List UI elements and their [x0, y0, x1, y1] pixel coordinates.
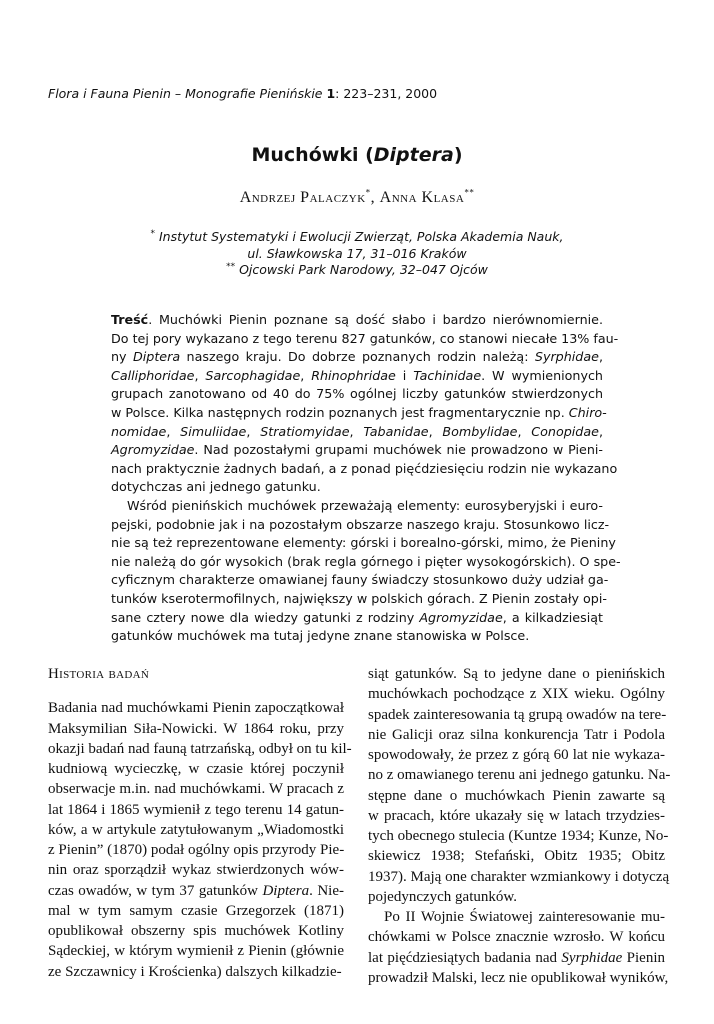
text-line: siąt gatunków. Są to jedyne dane o pienińskich — [368, 666, 665, 682]
abstract-line: Agromyzidae. Nad pozostałymi grupami muchówek nie prowadzono w Pieni- — [111, 442, 603, 458]
abstract-paragraph-2 — [111, 497, 621, 646]
journal-name: Flora i Fauna Pienin – Monografie Pienińskie — [48, 86, 323, 101]
abstract-line: sane cztery nowe dla wiedzy gatunki z rodziny Agromyzidae, a kilkadziesiąt — [111, 609, 603, 625]
text-line: Sądeckiej, w którym wymienił z Pienin (głównie — [48, 943, 344, 960]
text-line: ków, a w artykule zatytułowanym „Wiadomostki — [48, 821, 344, 838]
abstract-line: tunków kserotermofilnych, największy w polskich górach. Z Pienin zostały opi- — [111, 590, 607, 606]
affiliation-2 — [0, 262, 714, 279]
section-heading: Historia badań — [48, 666, 150, 682]
article-title — [0, 144, 714, 166]
text-line: spowodowały, że przez z górą 60 lat nie wykaza- — [368, 747, 665, 763]
page-range: : 223–231, 2000 — [335, 86, 438, 101]
abstract-line: ny Diptera naszego kraju. Do dobrze poznanych rodzin należą: Syrphidae, — [111, 349, 603, 365]
text-line: czas owadów, w tym 37 gatunków Diptera. Nie- — [48, 882, 344, 899]
left-column — [48, 664, 352, 982]
right-column-text — [368, 664, 671, 988]
abstract-paragraph-1 — [111, 311, 619, 497]
text-line: lat 1864 i 1865 wymienił z tego terenu 14 gatun- — [48, 801, 344, 818]
text-line: spadek zainteresowania tą grupą owadów na tere- — [368, 706, 667, 723]
abstract-line: Calliphoridae, Sarcophagidae, Rhinophridae i Tachinidae. W wymienionych — [111, 367, 603, 383]
affiliation-2-text: Ojcowski Park Narodowy, 32–047 Ojców — [235, 262, 488, 277]
text-line: Badania nad muchówkami Pienin zapoczątkował — [48, 700, 344, 717]
text-line: w pracach, które ukazały się w latach trzydzies- — [368, 807, 665, 824]
author-list — [0, 189, 714, 207]
abstract-line: nie są też reprezentowane elementy: górski i borealno-górski, mimo, że Pieniny — [111, 535, 616, 551]
affiliations — [0, 229, 714, 279]
text-line: chówkami w Polsce znacznie wzrosło. W końcu — [368, 929, 665, 946]
title-taxon: Diptera — [373, 144, 454, 166]
text-line: kudniową wycieczkę, w czasie której poczynił — [48, 761, 344, 777]
affiliation-2-mark: ** — [226, 261, 236, 272]
right-column — [368, 664, 671, 988]
abstract-line: Wśród pienińskich muchówek przeważają elementy: eurosyberyjski i euro- — [127, 497, 603, 513]
abstract-line: w Polsce. Kilka następnych rodzin poznanych jest fragmentarycznie np. Chiro- — [111, 404, 607, 420]
title-suffix: ) — [453, 144, 463, 166]
text-line: opublikował obszerny spis muchówek Kotliny — [48, 923, 344, 939]
abstract-line: gatunków muchówek ma tutaj jedyne znane stanowiska w Polsce. — [111, 628, 530, 644]
abstract-line: pejski, podobnie jak i na pozostałym obszarze naszego kraju. Stosunkowo licz- — [111, 516, 610, 532]
text-line: skiewicz 1938; Stefański, Obitz 1935; Obitz — [368, 848, 665, 865]
affiliation-1-text: Instytut Systematyki i Ewolucji Zwierząt, Polska Akademia Nauk, — [155, 229, 564, 244]
affiliation-1-address: ul. Sławkowska 17, 31–016 Kraków — [247, 245, 467, 261]
text-line: Maksymilian Siła-Nowicki. W 1864 roku, przy — [48, 720, 344, 737]
text-line: lat pięćdziesiątych badania nad Syrphidae Pienin — [368, 949, 666, 966]
text-line: prowadził Malski, lecz nie opublikował wyników, — [368, 969, 669, 986]
text-line: tych obecnego stulecia (Kuntze 1934; Kunze, No- — [368, 828, 669, 844]
text-line: nie Galicji oraz silna konkurencja Tatr i Podola — [368, 726, 665, 743]
text-line: muchówkach pochodzące z XIX wieku. Ogólny — [368, 686, 665, 703]
text-line: Po II Wojnie Światowej zainteresowanie mu- — [384, 909, 665, 925]
title-prefix: Muchówki ( — [251, 144, 374, 166]
abstract — [111, 311, 621, 646]
text-line: no z omawianego terenu ani jednego gatunku. Na- — [368, 767, 671, 784]
abstract-line: nomidae, Simuliidae, Stratiomyidae, Tabanidae, Bombylidae, Conopidae, — [111, 423, 603, 439]
affiliation-1-mark: * — [150, 228, 156, 239]
left-column-text — [48, 698, 352, 982]
text-line: obserwacje m.in. nad muchówkami. W pracach z — [48, 781, 344, 798]
text-line: mal w tym samym czasie Grzegorzek (1871) — [48, 902, 344, 919]
text-line: stępne dane o muchówkach Pienin zawarte są — [368, 787, 665, 804]
abstract-label: Treść — [111, 312, 149, 327]
author-2-mark: ** — [464, 187, 475, 198]
volume-number: 1 — [326, 86, 336, 101]
affiliation-1 — [0, 229, 714, 246]
author-1: Andrzej Palaczyk — [239, 189, 366, 206]
text-line: okazji badań nad fauną tatrzańską, odbył on tu kil- — [48, 740, 352, 757]
abstract-line: grupach zanotowano od 40 do 75% ogólnej liczby gatunków stwierdzonych — [111, 386, 603, 402]
abstract-line: nie należą do gór wysokich (brak regla górnego i pięter wysokogórskich). O spe- — [111, 553, 621, 569]
author-2: Anna Klasa — [379, 189, 465, 206]
text-line: pojedynczych gatunków. — [368, 888, 517, 905]
abstract-line: dotychczas ani jednego gatunku. — [111, 479, 321, 495]
text-line: 1937). Mają one charakter wzmiankowy i dotyczą — [368, 868, 670, 885]
running-header — [48, 86, 437, 101]
abstract-line: Do tej pory wykazano z tego terenu 827 gatunków, co stanowi niecałe 13% fau- — [111, 330, 619, 346]
text-line: nin oraz sporządził wykaz stwierdzonych wów- — [48, 862, 344, 879]
abstract-line: Treść. Muchówki Pienin poznane są dość słabo i bardzo nierównomiernie. — [111, 312, 603, 327]
author-1-mark: * — [365, 187, 371, 198]
abstract-line: nach praktycznie żadnych badań, a z ponad pięćdziesięciu rodzin nie wykazano — [111, 460, 618, 476]
author-separator: , — [370, 189, 380, 206]
text-line: z Pienin” (1870) podał ogólny opis przyrody Pie- — [48, 842, 345, 858]
text-line: ze Szczawnicy i Krościenka) dalszych kilkadzie- — [48, 963, 342, 980]
abstract-line: cyficznym charakterze omawianej fauny świadczy stosunkowo duży udział ga- — [111, 572, 609, 588]
